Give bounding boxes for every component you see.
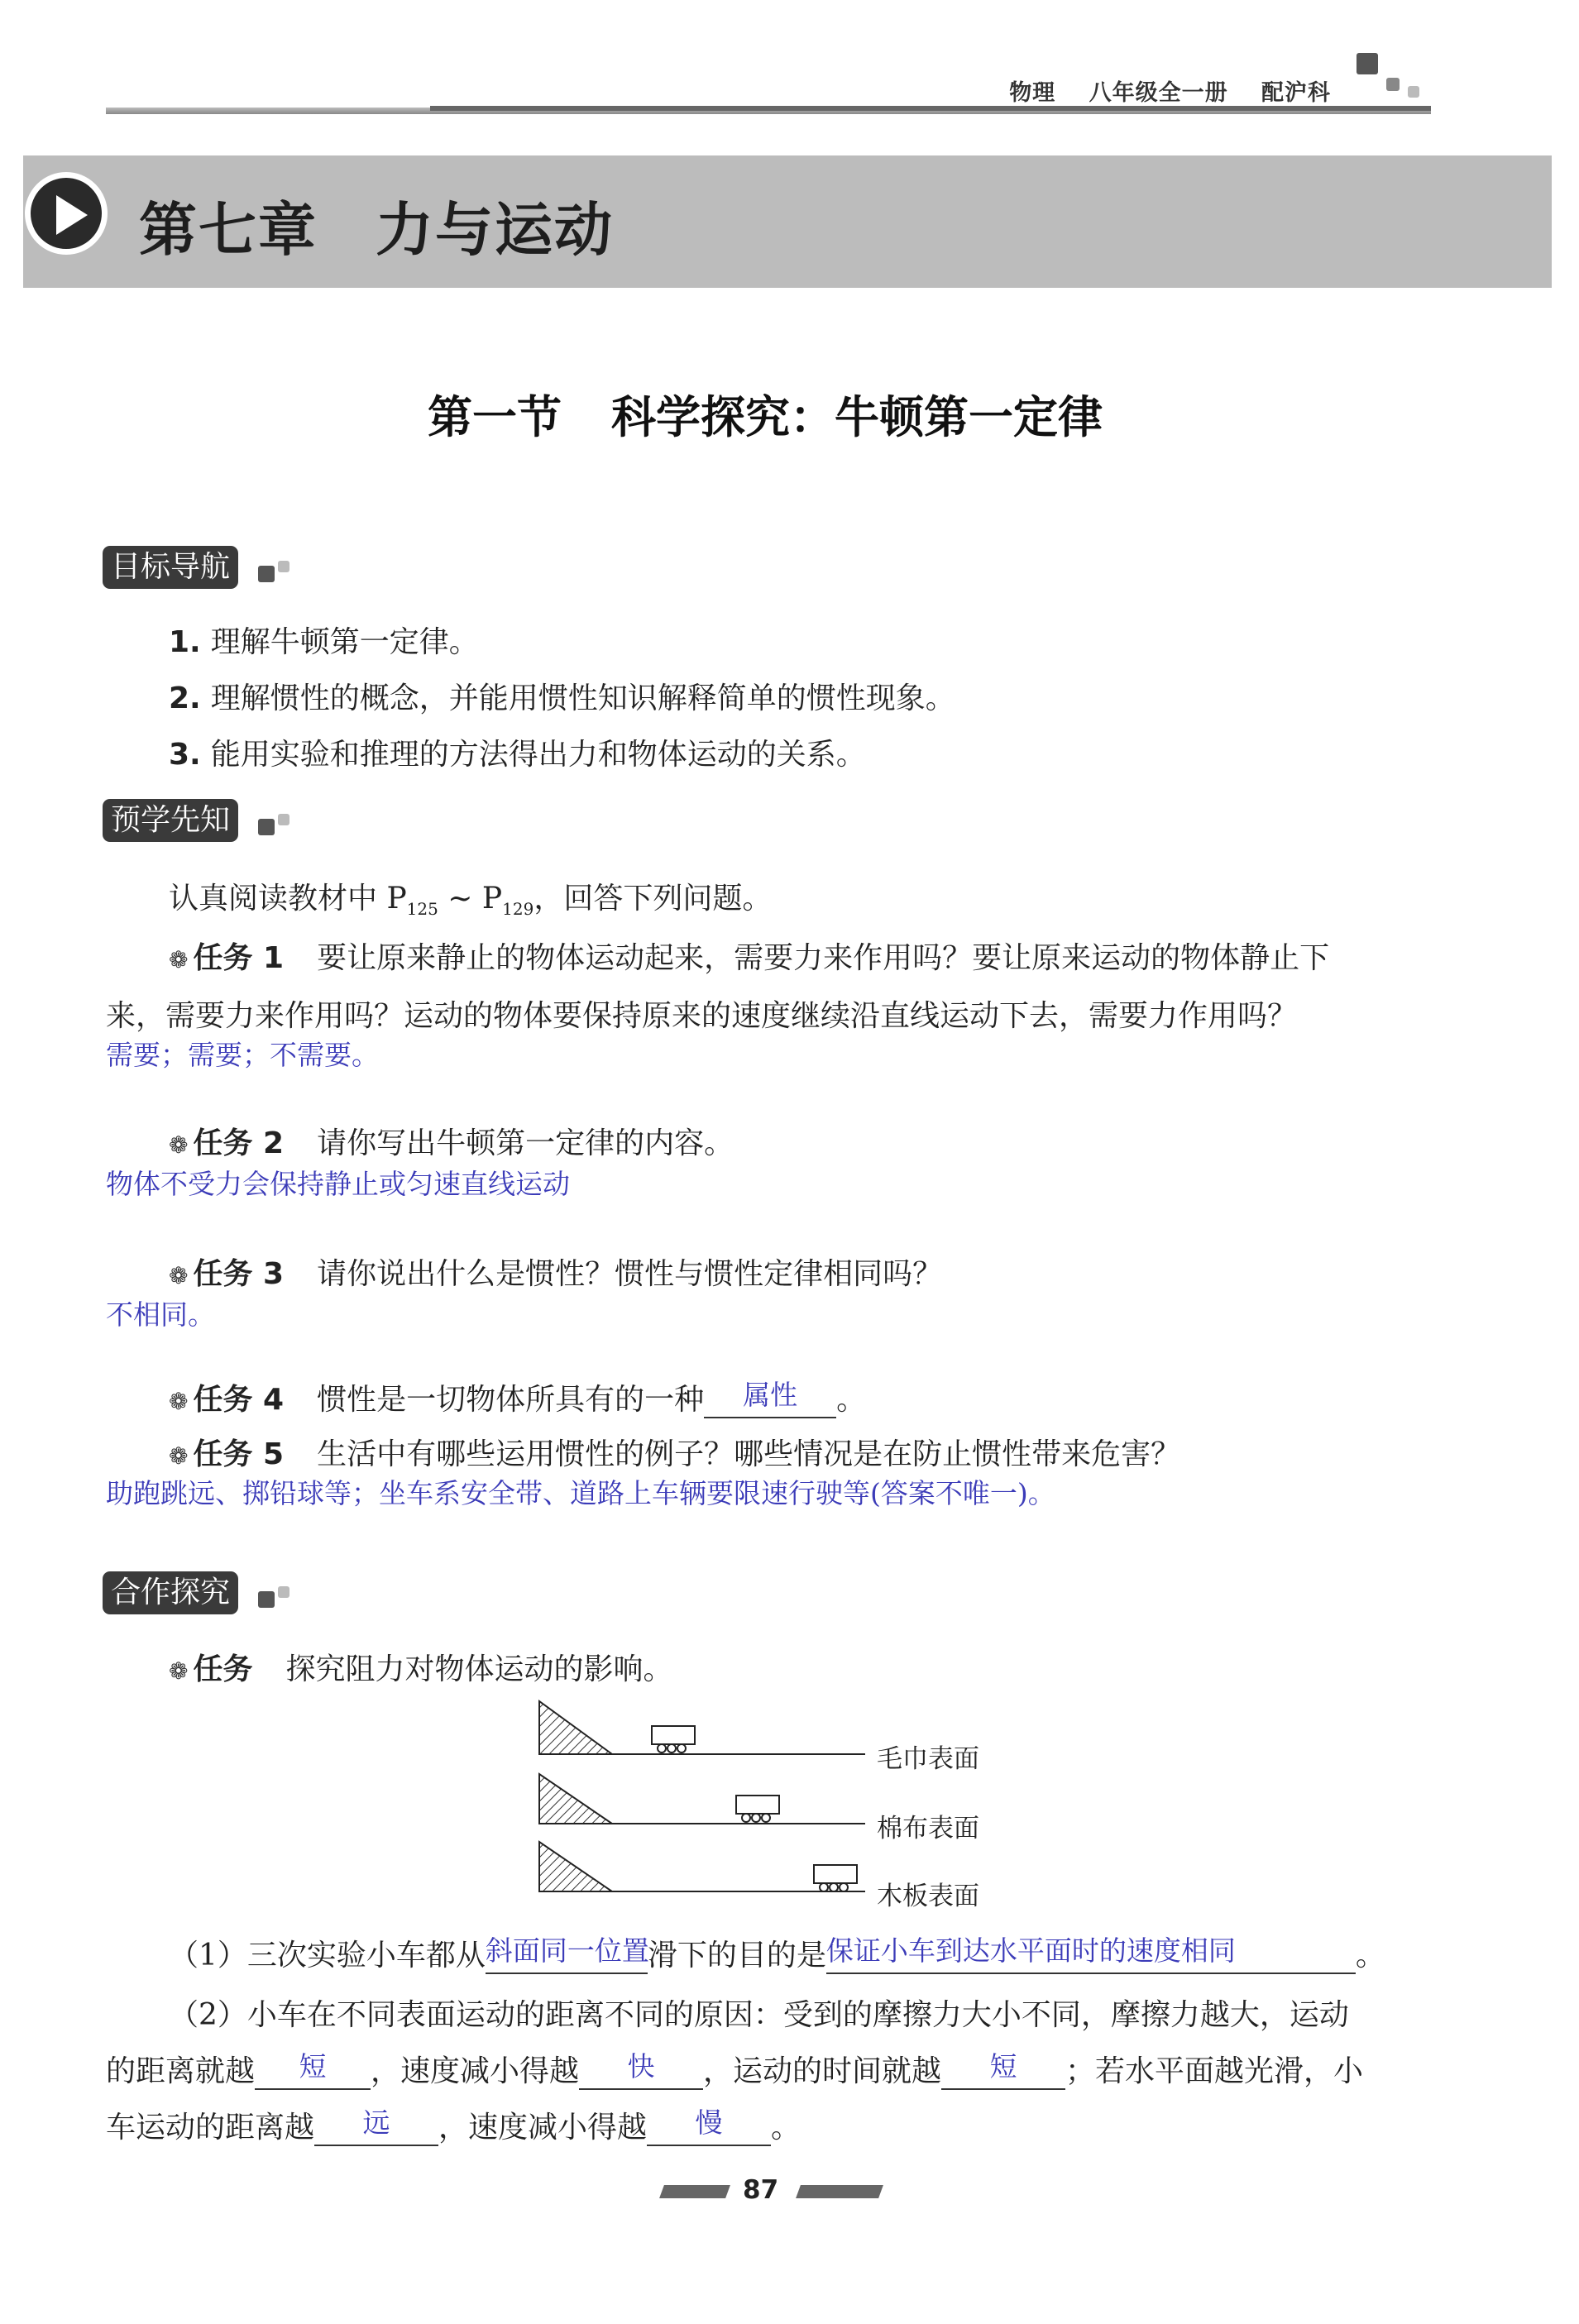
header-grade: 八年级全一册 [1089,80,1228,106]
task3-question: ❁ 任务 3 请你说出什么是惯性？惯性与惯性定律相同吗？ [169,1257,943,1291]
cart [652,1726,695,1744]
task2-question: ❁ 任务 2 请你写出牛顿第一定律的内容。 [169,1126,734,1160]
task1-answer: 需要；需要；不需要。 [106,1039,379,1071]
tag-square-icon [278,561,289,572]
footer-bar [659,2185,730,2198]
ramp [539,1774,612,1824]
gear-icon: ❁ [169,1388,189,1415]
section-name: 科学探究：牛顿第一定律 [611,391,1103,443]
task4-blank: 属性 [704,1380,836,1418]
header-subject: 物理 [1009,80,1056,106]
header-edition: 配沪科 [1261,80,1331,106]
goal-item: 2. 理解惯性的概念，并能用惯性知识解释简单的惯性现象。 [169,681,955,715]
task3-answer: 不相同。 [106,1298,215,1331]
section-number: 第一节 [428,391,562,443]
coop-q1: （1）三次实验小车都从斜面同一位置滑下的目的是保证小车到达水平面时的速度相同 。 [169,1934,1385,1973]
ramp [539,1701,612,1754]
page-number: 87 [743,2175,779,2205]
gear-icon: ❁ [169,1131,189,1159]
preview-label: 预学先知 [103,799,238,842]
goal-item: 3. 能用实验和推理的方法得出力和物体运动的关系。 [169,738,866,772]
surface-label-towel: 毛巾表面 [877,1744,979,1774]
play-triangle-icon [56,195,88,235]
gear-icon: ❁ [169,1442,189,1470]
coop-q2-line3: 车运动的距离越 远 ，速度减小得越 慢 。 [106,2106,801,2145]
tag-square-icon [278,1586,289,1598]
coop-label: 合作探究 [103,1571,238,1614]
task2-answer: 物体不受力会保持静止或匀速直线运动 [106,1168,570,1200]
header-rule [430,106,1431,111]
surface-label-cotton: 棉布表面 [877,1814,979,1843]
tag-square-icon [278,814,289,825]
cart [736,1796,779,1814]
coop-q2-line1: （2）小车在不同表面运动的距离不同的原因：受到的摩擦力大小不同，摩擦力越大，运动 [169,1998,1349,2032]
q2-blank-5: 慢 [647,2108,771,2146]
tag-square-icon [258,566,275,582]
task4-question: ❁ 任务 4 惯性是一切物体所具有的一种 属性 。 [169,1379,867,1417]
surface-label-wood: 木板表面 [877,1882,979,1911]
header-square-icon [1408,86,1419,98]
goals-label: 目标导航 [103,546,238,589]
running-header [984,74,1331,107]
ramp-diagram [538,1700,868,1898]
gear-icon: ❁ [169,946,189,973]
task1-question: ❁ 任务 1 要让原来静止的物体运动起来，需要力来作用吗？要让原来运动的物体静止下 [169,941,1330,975]
chapter-title [139,184,614,267]
coop-task: ❁ 任务 探究阻力对物体运动的影响。 [169,1652,673,1686]
q1-blank-1: 斜面同一位置 [486,1936,648,1974]
gear-icon: ❁ [169,1262,189,1289]
task5-answer: 助跑跳远、掷铅球等；坐车系安全带、道路上车辆要限速行驶等(答案不唯一)。 [106,1477,1055,1509]
q2-blank-3: 短 [941,2052,1065,2090]
task1-question-cont: 来，需要力来作用吗？运动的物体要保持原来的速度继续沿直线运动下去，需要力作用吗？ [106,999,1298,1033]
tag-square-icon [258,819,275,835]
ramp [539,1842,612,1891]
footer-bar [796,2185,883,2198]
gear-icon: ❁ [169,1657,189,1685]
q2-blank-4: 远 [314,2108,438,2146]
friction-experiment-diagram [538,1700,979,1911]
goal-item: 1. 理解牛顿第一定律。 [169,625,479,659]
preview-intro: 认真阅读教材中 $P_{125}$ ~ $P_{129}$，回答下列问题。 [169,882,773,920]
q2-blank-1: 短 [255,2052,371,2090]
cart [814,1865,857,1883]
chapter-name: 力与运动 [376,196,614,264]
header-square-icon [1357,53,1378,74]
section-title [0,382,1530,446]
q1-blank-2: 保证小车到达水平面时的速度相同 [826,1936,1356,1974]
chapter-number: 第七章 [139,196,318,264]
header-square-icon [1386,78,1400,91]
q2-blank-2: 快 [579,2052,703,2090]
coop-q2-line2: 的距离就越 短 ，速度减小得越 快 ，运动的时间就越 短 ；若水平面越光滑，小 [106,2050,1364,2088]
tag-square-icon [258,1591,275,1608]
task5-question: ❁ 任务 5 生活中有哪些运用惯性的例子？哪些情况是在防止惯性带来危害？ [169,1437,1181,1471]
